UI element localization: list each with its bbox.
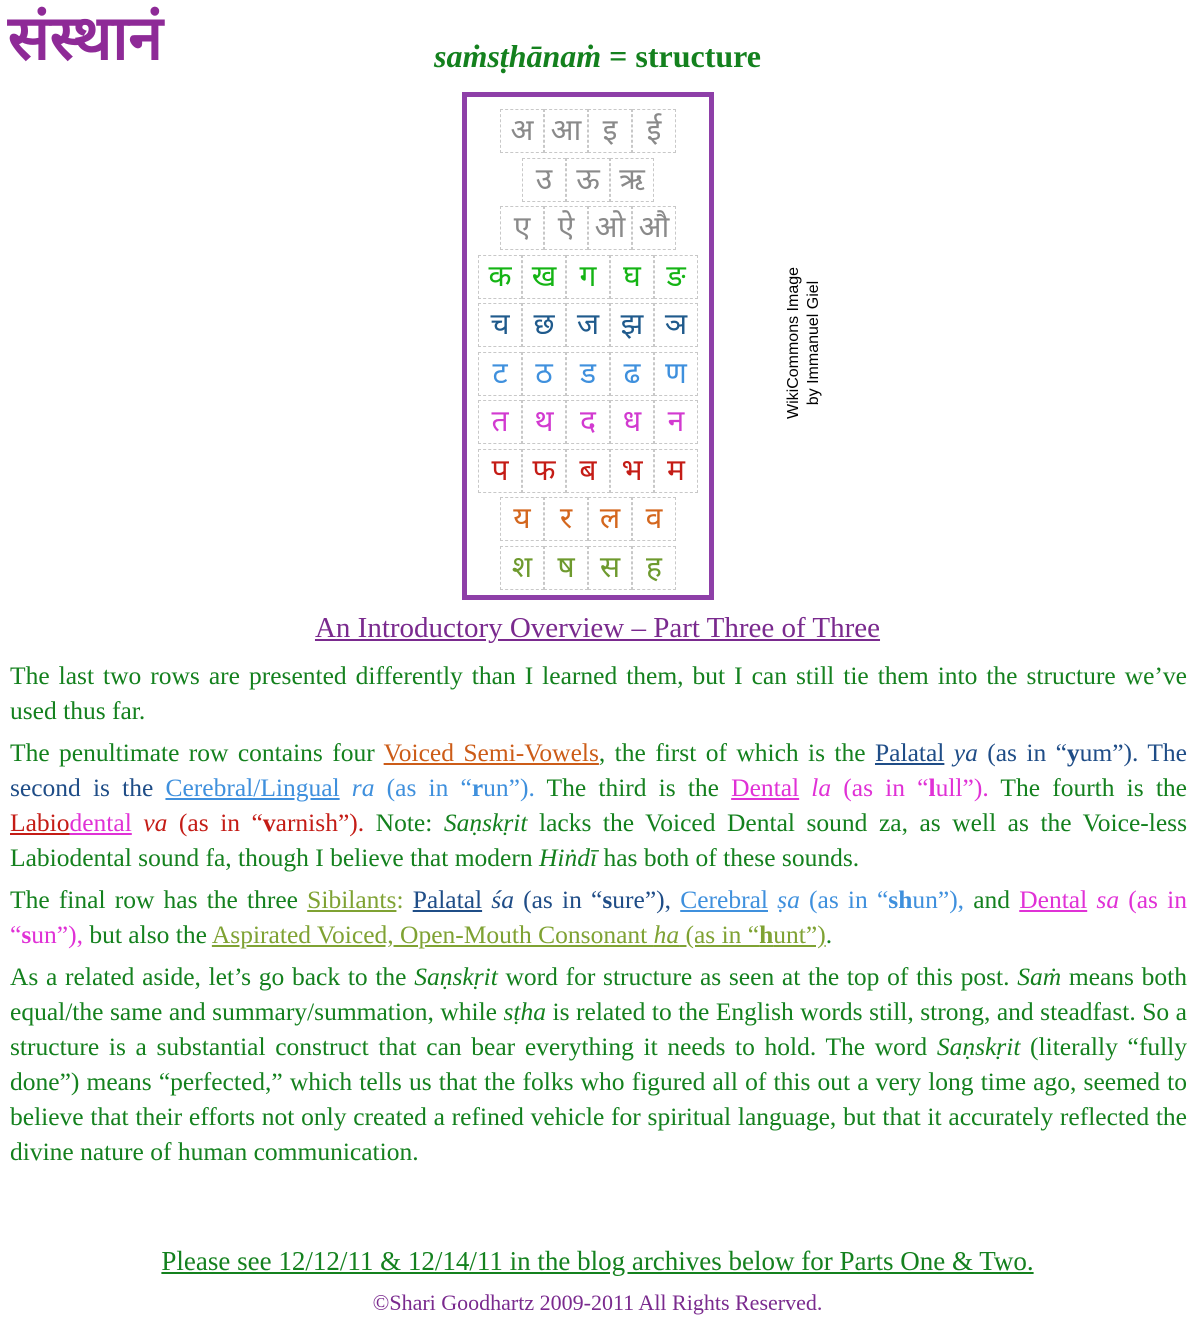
chart-row: [467, 206, 709, 250]
paragraph-1: The last two rows are presented differently than I learned them, but I can still tie them into the structure we’ve used thus far.: [10, 661, 1187, 725]
labiodental-term-dental: dental: [69, 808, 132, 837]
chart-letter: र: [544, 497, 588, 541]
chart-row: [467, 546, 709, 590]
palatal-sibilant-term: Palatal: [412, 885, 483, 914]
chart-row: [467, 158, 709, 202]
chart-letter: छ: [522, 303, 566, 347]
chart-letter: ओ: [588, 206, 632, 250]
chart-letter: व: [632, 497, 676, 541]
chart-letter: भ: [610, 449, 654, 493]
chart-letter: च: [478, 303, 522, 347]
chart-letter: इ: [588, 109, 632, 153]
chart-row: [467, 255, 709, 299]
devanagari-alphabet-chart: [462, 92, 714, 600]
chart-letter: ए: [500, 206, 544, 250]
chart-letter: म: [654, 449, 698, 493]
chart-letter: ल: [588, 497, 632, 541]
chart-letter: ऋ: [610, 158, 654, 202]
chart-letter: ष: [544, 546, 588, 590]
chart-letter: ग: [566, 255, 610, 299]
chart-letter: न: [654, 400, 698, 444]
chart-row: [467, 497, 709, 541]
dental-term: Dental: [731, 773, 800, 802]
chart-letter: स: [588, 546, 632, 590]
paragraph-2: The penultimate row contains four Voiced Semi-Vowels, the first of which is the Palatal ya (as in “yum”). The second is the Cerebral/Lingual ra (as in “run”). The third is the Dental la (as in “lull”). The fourth is the Labiodental va (as in “varnish”). Note: Saṇskṛit lacks the Voiced Dental sound za, as well as the Voice-less Labiodental sound fa, though I believe that modern Hiṅdī has both of these sounds.: [10, 738, 1188, 872]
section-heading[interactable]: [0, 612, 1195, 645]
credit-line-1: WikiCommons Image: [785, 266, 802, 420]
chart-letter: ञ: [654, 303, 698, 347]
chart-letter: झ: [610, 303, 654, 347]
chart-letter: ऐ: [544, 206, 588, 250]
chart-letter: श: [500, 546, 544, 590]
chart-letter: ई: [632, 109, 676, 153]
sibilants-term: Sibilants: [307, 885, 397, 914]
copyright-notice: ©Shari Goodhartz 2009-2011 All Rights Reserved.: [372, 1290, 823, 1315]
subtitle: [0, 38, 1195, 75]
chart-letter: ह: [632, 546, 676, 590]
chart-letter: ड: [566, 352, 610, 396]
chart-letter: ट: [478, 352, 522, 396]
chart-row: [467, 109, 709, 153]
chart-letter: ध: [610, 400, 654, 444]
article-body: [10, 658, 1187, 1176]
chart-letter: ऊ: [566, 158, 610, 202]
chart-letter: ब: [566, 449, 610, 493]
chart-letter: घ: [610, 255, 654, 299]
chart-letter: उ: [522, 158, 566, 202]
dental-sibilant-term: Dental: [1019, 885, 1088, 914]
labiodental-term-labio: Labio: [10, 808, 70, 837]
voiced-semi-vowels-term: Voiced Semi-Vowels: [383, 738, 599, 767]
chart-row: [467, 352, 709, 396]
chart-letter: ढ: [610, 352, 654, 396]
subtitle-translation: = structure: [601, 38, 761, 74]
aspirated-consonant-term: Aspirated Voiced, Open-Mouth Consonant ha (as in “hunt”): [211, 920, 826, 949]
chart-row: [467, 400, 709, 444]
chart-letter: ठ: [522, 352, 566, 396]
chart-letter: थ: [522, 400, 566, 444]
chart-letter: आ: [544, 109, 588, 153]
chart-letter: ङ: [654, 255, 698, 299]
chart-letter: ज: [566, 303, 610, 347]
cerebral-lingual-term: Cerebral/Lingual: [165, 773, 340, 802]
chart-row: [467, 449, 709, 493]
chart-letter: ख: [522, 255, 566, 299]
paragraph-3: The final row has the three Sibilants: Palatal śa (as in “sure”), Cerebral ṣa (as in “shun”), and Dental sa (as in “sun”), but also the Aspirated Voiced, Open-Mouth Consonant ha (as in “hunt”).: [10, 885, 1187, 949]
devanagari-title: संस्थानं: [8, 1, 163, 74]
credit-line-2: by Immanuel Giel: [805, 280, 822, 406]
chart-letter: अ: [500, 109, 544, 153]
section-heading-link[interactable]: An Introductory Overview – Part Three of Three: [314, 612, 881, 644]
archive-link-text[interactable]: Please see 12/12/11 & 12/14/11 in the blog archives below for Parts One & Two.: [161, 1246, 1034, 1276]
archive-link[interactable]: [0, 1246, 1195, 1277]
subtitle-transliteration: saṁsṭhānaṁ: [434, 38, 602, 74]
paragraph-4: As a related aside, let’s go back to the Saṇskṛit word for structure as seen at the top of this post. Saṁ means both equal/the same and summary/summation, while sṭha is related to the English words still, strong, and steadfast. So a structure is a substantial construct that can bear everything it needs to hold. The word Saṇskṛit (literally “fully done”) means “perfected,” which tells us that the folks who figured all of this out a very long time ago, seemed to believe that their efforts not only created a refined vehicle for spiritual language, but that it accurately reflected the divine nature of human communication.: [10, 962, 1188, 1166]
chart-letter: ण: [654, 352, 698, 396]
chart-letter: त: [478, 400, 522, 444]
image-credit: [782, 248, 826, 438]
chart-letter: प: [478, 449, 522, 493]
chart-letter: य: [500, 497, 544, 541]
chart-letter: औ: [632, 206, 676, 250]
palatal-term: Palatal: [874, 738, 945, 767]
chart-letter: द: [566, 400, 610, 444]
chart-row: [467, 303, 709, 347]
chart-letter: क: [478, 255, 522, 299]
cerebral-sibilant-term: Cerebral: [680, 885, 768, 914]
chart-letter: फ: [522, 449, 566, 493]
